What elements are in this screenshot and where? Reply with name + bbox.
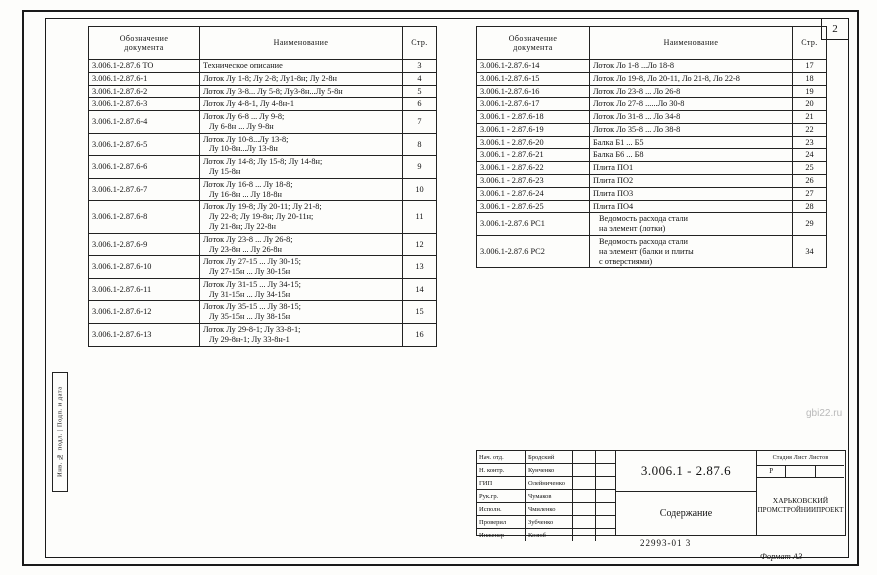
title-block xyxy=(476,450,846,539)
table-row xyxy=(89,111,437,134)
name-line: Лу 15-8н xyxy=(209,167,241,177)
table-row xyxy=(89,156,437,179)
cell-page: 28 xyxy=(793,200,827,213)
table-row xyxy=(477,98,827,111)
cell-doc: 3.006.1-2.87.6-12 xyxy=(89,301,200,324)
cell-page: 20 xyxy=(793,98,827,111)
cell-doc: 3.006.1-2.87.6-2 xyxy=(89,85,200,98)
table-row xyxy=(89,323,437,346)
cell-doc: 3.006.1-2.87.6-4 xyxy=(89,111,200,134)
cell-name xyxy=(200,85,403,98)
signature-date xyxy=(596,477,615,489)
name-line: Лоток Лу 27-15 ... Лу 30-15; xyxy=(203,257,301,267)
signature-name: Чумаков xyxy=(526,490,573,502)
header-doc-designation: Обозначение документа xyxy=(477,27,590,60)
cell-doc: 3.006.1 - 2.87.6-18 xyxy=(477,111,590,124)
stage-header: Стадия Лист Листов xyxy=(757,451,844,466)
table-row xyxy=(89,60,437,73)
name-line: на элемент (лотки) xyxy=(599,224,666,234)
header-page: Стр. xyxy=(793,27,827,60)
name-line: Лоток Ло 35-8 ... Ло 38-8 xyxy=(593,124,681,134)
organization-name xyxy=(757,477,844,535)
name-line: Лоток Лу 10-8...Лу 13-8; xyxy=(203,134,289,144)
cell-doc: 3.006.1-2.87.6-6 xyxy=(89,156,200,179)
table-row xyxy=(477,175,827,188)
cell-doc: 3.006.1 - 2.87.6-19 xyxy=(477,123,590,136)
format-label: Формат А3 xyxy=(760,551,803,561)
signature-row xyxy=(477,529,615,541)
cell-page: 23 xyxy=(793,136,827,149)
cell-name xyxy=(200,278,403,301)
document-serial: 22993-01 3 xyxy=(640,538,692,548)
cell-doc: 3.006.1-2.87.6-17 xyxy=(477,98,590,111)
cell-page: 9 xyxy=(403,156,437,179)
signature-date xyxy=(596,451,615,463)
cell-doc: 3.006.1-2.87.6-7 xyxy=(89,178,200,201)
name-line: Лоток Ло 19-8, Ло 20-11, Ло 21-8, Ло 22-8 xyxy=(593,73,740,83)
signature-name: Козюб xyxy=(526,529,573,541)
signature-role: Н. контр. xyxy=(477,464,526,476)
signature-role: Проверил xyxy=(477,516,526,528)
name-line: Техническое описание xyxy=(203,61,283,70)
name-line: Плита ПО2 xyxy=(593,176,634,186)
signature-mark xyxy=(573,490,596,502)
cell-doc: 3.006.1-2.87.6-8 xyxy=(89,201,200,233)
name-line: Лу 27-15н ... Лу 30-15н xyxy=(209,267,291,277)
signature-row xyxy=(477,477,615,490)
contents-table-right xyxy=(476,26,827,268)
name-line: Лоток Лу 16-8 ... Лу 18-8; xyxy=(203,179,293,189)
cell-name xyxy=(200,60,403,73)
table-row xyxy=(89,85,437,98)
cell-name xyxy=(590,200,793,213)
name-line: Лу 31-15н ... Лу 34-15н xyxy=(209,289,291,299)
table-row xyxy=(477,136,827,149)
cell-page: 4 xyxy=(403,72,437,85)
cell-page: 3 xyxy=(403,60,437,73)
name-line: Лу 21-8н; Лу 22-8н xyxy=(209,221,276,231)
signature-date xyxy=(596,490,615,502)
header-name: Наименование xyxy=(590,27,793,60)
document-code: 3.006.1 - 2.87.6 xyxy=(616,451,757,492)
table-row xyxy=(89,133,437,156)
cell-doc: 3.006.1 - 2.87.6-25 xyxy=(477,200,590,213)
table-row xyxy=(477,200,827,213)
cell-page: 25 xyxy=(793,162,827,175)
cell-page: 11 xyxy=(403,201,437,233)
header-page: Стр. xyxy=(403,27,437,60)
page-number-box: 2 xyxy=(821,19,848,40)
table-row xyxy=(477,60,827,73)
name-line: Ведомость расхода стали xyxy=(599,236,688,246)
cell-doc: 3.006.1-2.87.6 ТО xyxy=(89,60,200,73)
table-row xyxy=(89,98,437,111)
name-line: Лоток Ло 31-8 ... Ло 34-8 xyxy=(593,112,681,122)
signature-row xyxy=(477,451,615,464)
cell-name xyxy=(200,233,403,256)
cell-name xyxy=(200,256,403,279)
signature-date xyxy=(596,503,615,515)
table-row xyxy=(89,278,437,301)
cell-doc: 3.006.1-2.87.6 РС1 xyxy=(477,213,590,236)
watermark: gbi22.ru xyxy=(806,408,843,419)
signature-mark xyxy=(573,503,596,515)
cell-doc: 3.006.1-2.87.6-1 xyxy=(89,72,200,85)
sheet-value xyxy=(786,465,815,477)
cell-name xyxy=(200,156,403,179)
cell-page: 14 xyxy=(403,278,437,301)
organization-line-1: ХАРЬКОВСКИЙ xyxy=(772,496,829,506)
stage-value: Р xyxy=(757,465,786,477)
name-line: Лоток Лу 31-15 ... Лу 34-15; xyxy=(203,279,301,289)
signature-name: Олейниченко xyxy=(526,477,573,489)
cell-page: 8 xyxy=(403,133,437,156)
contents-table-left xyxy=(88,26,437,347)
cell-doc: 3.006.1 - 2.87.6-24 xyxy=(477,187,590,200)
name-line: Лоток Ло 1-8 ...Ло 18-8 xyxy=(593,61,675,70)
organization-line-2: ПРОМСТРОЙНИИПРОЕКТ xyxy=(757,506,844,515)
cell-name xyxy=(200,98,403,111)
cell-name xyxy=(590,162,793,175)
table-row xyxy=(89,233,437,256)
table-row xyxy=(89,301,437,324)
cell-name xyxy=(200,178,403,201)
cell-page: 17 xyxy=(793,60,827,73)
table-row xyxy=(89,201,437,233)
table-body-right xyxy=(477,60,827,268)
name-line: с отверстиями) xyxy=(599,256,653,266)
signature-row xyxy=(477,503,615,516)
signature-name: Зубченко xyxy=(526,516,573,528)
cell-page: 24 xyxy=(793,149,827,162)
table-row xyxy=(477,187,827,200)
document-title: Содержание xyxy=(616,491,757,535)
cell-page: 19 xyxy=(793,85,827,98)
name-line: Плита ПО4 xyxy=(593,201,634,211)
cell-doc: 3.006.1 - 2.87.6-23 xyxy=(477,175,590,188)
cell-name xyxy=(200,301,403,324)
name-line: Лоток Лу 6-8 ... Лу 9-8; xyxy=(203,112,285,122)
cell-name xyxy=(590,60,793,73)
name-line: Лоток Лу 4-8-1, Лу 4-8н-1 xyxy=(203,99,295,109)
cell-page: 34 xyxy=(793,235,827,267)
cell-doc: 3.006.1-2.87.6-9 xyxy=(89,233,200,256)
signature-name: Чмиленко xyxy=(526,503,573,515)
name-line: Ведомость расхода стали xyxy=(599,214,688,224)
signature-date xyxy=(596,516,615,528)
signature-role: ГИП xyxy=(477,477,526,489)
cell-doc: 3.006.1-2.87.6-3 xyxy=(89,98,200,111)
cell-page: 7 xyxy=(403,111,437,134)
table-row xyxy=(477,123,827,136)
cell-page: 21 xyxy=(793,111,827,124)
name-line: Лу 22-8; Лу 19-8н; Лу 20-11н; xyxy=(209,212,314,222)
table-row xyxy=(477,213,827,236)
cell-name xyxy=(590,235,793,267)
signature-mark xyxy=(573,477,596,489)
signature-row xyxy=(477,490,615,503)
cell-name xyxy=(200,133,403,156)
cell-page: 12 xyxy=(403,233,437,256)
table-row xyxy=(477,149,827,162)
cell-name xyxy=(200,201,403,233)
cell-name xyxy=(590,136,793,149)
cell-doc: 3.006.1-2.87.6-10 xyxy=(89,256,200,279)
table-row xyxy=(89,178,437,201)
name-line: Лоток Ло 23-8 ... Ло 26-8 xyxy=(593,86,681,96)
signature-mark xyxy=(573,464,596,476)
cell-doc: 3.006.1-2.87.6-13 xyxy=(89,323,200,346)
cell-name xyxy=(200,323,403,346)
table-row xyxy=(477,162,827,175)
cell-name xyxy=(590,85,793,98)
table-header-row xyxy=(89,27,437,60)
signature-mark xyxy=(573,516,596,528)
name-line: Лоток Лу 14-8; Лу 15-8; Лу 14-8н; xyxy=(203,157,323,167)
name-line: Плита ПО3 xyxy=(593,188,634,198)
cell-name xyxy=(590,72,793,85)
signature-role: Нач. отд. xyxy=(477,451,526,463)
signature-row xyxy=(477,516,615,529)
name-line: Лоток Ло 27-8 ......Ло 30-8 xyxy=(593,99,685,109)
sheets-total-value xyxy=(816,465,844,477)
header-name: Наименование xyxy=(200,27,403,60)
name-line: Лу 23-8н ... Лу 26-8н xyxy=(209,244,282,254)
name-line: Лу 16-8н ... Лу 18-8н xyxy=(209,189,282,199)
table-row xyxy=(477,72,827,85)
signature-row xyxy=(477,464,615,477)
name-line: Лоток Лу 1-8; Лу 2-8; Лу1-8н; Лу 2-8н xyxy=(203,73,337,83)
table-header-row xyxy=(477,27,827,60)
signature-role: Исполн. xyxy=(477,503,526,515)
table-row xyxy=(89,72,437,85)
cell-doc: 3.006.1 - 2.87.6-22 xyxy=(477,162,590,175)
cell-page: 15 xyxy=(403,301,437,324)
cell-doc: 3.006.1 - 2.87.6-20 xyxy=(477,136,590,149)
signature-mark xyxy=(573,529,596,541)
cell-name xyxy=(590,149,793,162)
cell-doc: 3.006.1-2.87.6 РС2 xyxy=(477,235,590,267)
name-line: на элемент (балки и плиты xyxy=(599,246,694,256)
name-line: Плита ПО1 xyxy=(593,163,634,173)
cell-name xyxy=(590,187,793,200)
cell-page: 5 xyxy=(403,85,437,98)
cell-name xyxy=(590,123,793,136)
name-line: Лу 10-8н...Лу 13-8н xyxy=(209,144,278,154)
cell-page: 22 xyxy=(793,123,827,136)
cell-name xyxy=(590,213,793,236)
cell-page: 26 xyxy=(793,175,827,188)
table-row xyxy=(477,85,827,98)
table-row xyxy=(477,111,827,124)
signature-mark xyxy=(573,451,596,463)
cell-doc: 3.006.1 - 2.87.6-21 xyxy=(477,149,590,162)
signature-name: Кунченко xyxy=(526,464,573,476)
side-stamp-inventory: Инв. № подл. | Подп. и дата xyxy=(52,372,68,492)
title-block-signatures xyxy=(477,451,616,539)
cell-page: 10 xyxy=(403,178,437,201)
cell-doc: 3.006.1-2.87.6-16 xyxy=(477,85,590,98)
signature-role: Инженер xyxy=(477,529,526,541)
signature-date xyxy=(596,464,615,476)
name-line: Лу 29-8н-1; Лу 33-8н-1 xyxy=(209,334,290,344)
name-line: Лоток Лу 35-15 ... Лу 38-15; xyxy=(203,302,301,312)
name-line: Лоток Лу 23-8 ... Лу 26-8; xyxy=(203,234,293,244)
signature-date xyxy=(596,529,615,541)
cell-doc: 3.006.1-2.87.6-5 xyxy=(89,133,200,156)
cell-doc: 3.006.1-2.87.6-14 xyxy=(477,60,590,73)
cell-name xyxy=(200,111,403,134)
name-line: Балка Б6 ... Б8 xyxy=(593,150,644,160)
name-line: Балка Б1 ... Б5 xyxy=(593,137,644,147)
cell-doc: 3.006.1-2.87.6-11 xyxy=(89,278,200,301)
name-line: Лу 6-8н ... Лу 9-8н xyxy=(209,121,274,131)
cell-page: 29 xyxy=(793,213,827,236)
cell-name xyxy=(590,111,793,124)
table-row xyxy=(89,256,437,279)
cell-name xyxy=(590,175,793,188)
cell-name xyxy=(200,72,403,85)
signature-role: Рук.гр. xyxy=(477,490,526,502)
cell-page: 18 xyxy=(793,72,827,85)
cell-name xyxy=(590,98,793,111)
name-line: Лоток Лу 29-8-1; Лу 33-8-1; xyxy=(203,324,301,334)
cell-page: 27 xyxy=(793,187,827,200)
table-row xyxy=(477,235,827,267)
cell-doc: 3.006.1-2.87.6-15 xyxy=(477,72,590,85)
cell-page: 13 xyxy=(403,256,437,279)
cell-page: 16 xyxy=(403,323,437,346)
table-body-left xyxy=(89,60,437,347)
signature-name: Бродский xyxy=(526,451,573,463)
header-doc-designation: Обозначение документа xyxy=(89,27,200,60)
name-line: Лу 35-15н ... Лу 38-15н xyxy=(209,312,291,322)
cell-page: 6 xyxy=(403,98,437,111)
name-line: Лоток Лу 3-8... Лу 5-8; Лу3-8н...Лу 5-8н xyxy=(203,86,343,96)
name-line: Лоток Лу 19-8; Лу 20-11; Лу 21-8; xyxy=(203,202,322,212)
